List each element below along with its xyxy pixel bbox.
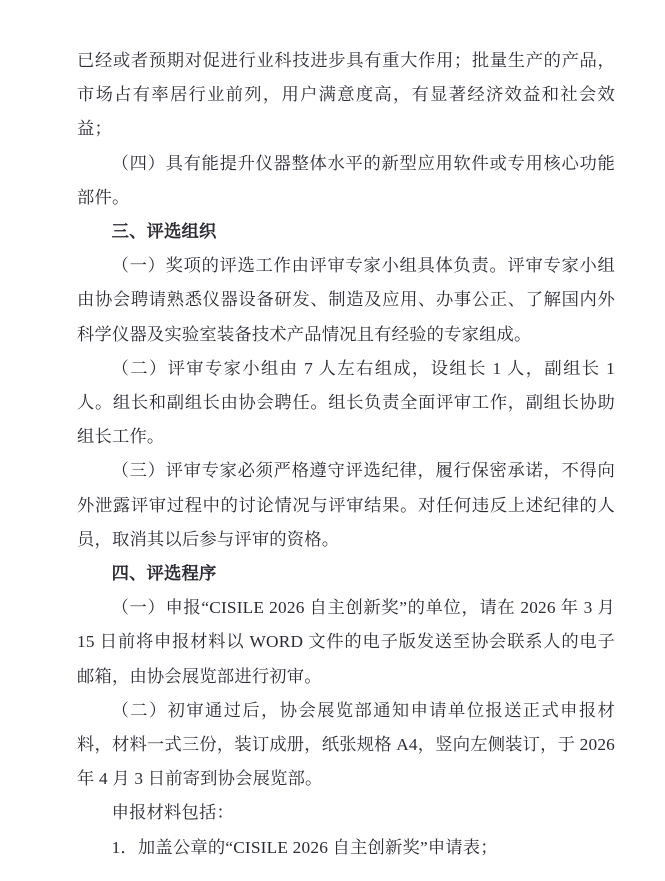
paragraph-item-four: （四）具有能提升仪器整体水平的新型应用软件或专用核心功能部件。: [77, 153, 615, 207]
paragraph-procedure-item-two: （二）初审通过后，协会展览部通知申请单位报送正式申报材料，材料一式三份，装订成册，纸张规格 A4，竖向左侧装订，于 2026 年 4 月 3 日前寄到协会展览部。: [77, 700, 615, 789]
document-body: [77, 44, 615, 865]
paragraph-procedure-item-one: （一）申报“CISILE 2026 自主创新奖”的单位，请在 2026 年 3 月 15 日前将申报材料以 WORD 文件的电子版发送至协会联系人的电子邮箱，由协会展览部进行初审。: [77, 598, 615, 686]
paragraph-org-item-two: （二）评审专家小组由 7 人左右组成，设组长 1 人，副组长 1 人。组长和副组长由协会聘任。组长负责全面评审工作，副组长协助组长工作。: [77, 358, 615, 447]
list-item-application-form: 1．加盖公章的“CISILE 2026 自主创新奖”申请表；: [111, 837, 498, 857]
paragraph-org-item-three: （三）评审专家必须严格遵守评选纪律，履行保密承诺，不得向外泄露评审过程中的讨论情况与评审结果。对任何违反上述纪律的人员，取消其以后参与评审的资格。: [77, 461, 615, 549]
paragraph-org-item-one: （一）奖项的评选工作由评审专家小组具体负责。评审专家小组由协会聘请熟悉仪器设备研发、制造及应用、办事公正、了解国内外科学仪器及实验室装备技术产品情况且有经验的专家组成。: [77, 256, 615, 344]
section-heading-selection-organization: 三、评选组织: [111, 222, 217, 242]
paragraph-materials-intro: 申报材料包括：: [111, 803, 234, 823]
section-heading-selection-procedure: 四、评选程序: [111, 564, 217, 584]
paragraph-continuation: 已经或者预期对促进行业科技进步具有重大作用；批量生产的产品，市场占有率居行业前列，用户满意度高，有显著经济效益和社会效益；: [77, 51, 615, 139]
